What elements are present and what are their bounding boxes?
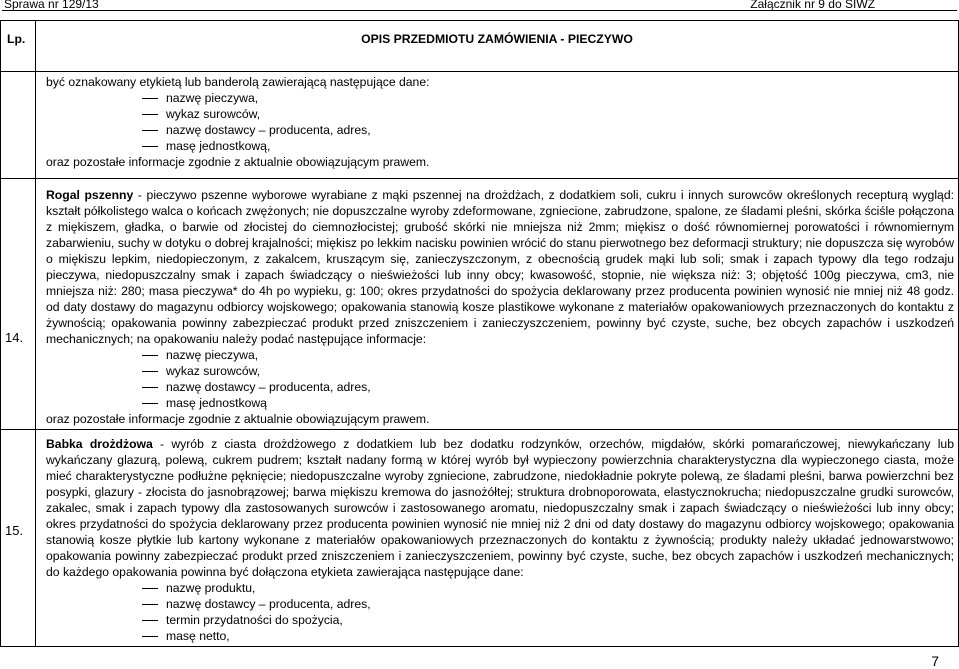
- list-item: nazwę dostawcy – producenta, adres,: [46, 596, 954, 612]
- list-item: nazwę produktu,: [46, 580, 954, 596]
- table-header-row: [1, 21, 959, 72]
- list-item: wykaz surowców,: [46, 363, 954, 379]
- list-item: termin przydatności do spożycia,: [46, 612, 954, 628]
- list-item: masę jednostkową: [46, 395, 954, 411]
- row-content-cell: [36, 430, 959, 647]
- table-title: OPIS PRZEDMIOTU ZAMÓWIENIA - PIECZYWO: [36, 21, 959, 72]
- product-name: Rogal pszenny: [46, 188, 134, 202]
- table-row: [1, 72, 959, 179]
- list-item: nazwę pieczywa,: [46, 347, 954, 363]
- lp-column-header: Lp.: [1, 21, 36, 72]
- product-text: - pieczywo pszenne wyborowe wyrabiane z mąki pszennej na drożdżach, z dodatkiem soli, cukru i innych surowców określonych recepturą wygląd: kształt półkolistego walca o końcach zwężonych; nie dopuszczalne wyroby zdeformowane, zgniecione, zabrudzone, spalone, ze śladami pleśni, skórka ściśle połączona z miękiszem, gładka, o barwie od złocistej do ciemnozłocistej; grubość skórki nie mniejsza niż 2mm; miękisz o dość równomiernej porowatości i równomiernym zabarwieniu, suchy w dotyku o dobrej krajalności; miękisz po lekkim nacisku powinien wrócić do stanu pierwotnego bez deformacji struktury; nie dopuszcza się wyrobów o miękiszu lepkim, niedopieczonym, z zakalcem, kruszącym się, zanieczyszczonym, z obecnością grudek mąki lub soli; smak i zapach typowy dla tego rodzaju pieczywa, niedopuszczalny smak i zapach świadczący o nieświeżości lub inny obcy; kwasowość, stopnie, nie większa niż: 3; objętość 100g pieczywa, cm3, nie mniejsza niż: 280; masa pieczywa* do 4h po wypieku, g: 100; okres przydatności do spożycia deklarowany przez producenta powinien wynosić nie mniej niż 48 godz. od daty dostawy do magazynu odbiorcy wojskowego; opakowania stanowią kosze plastikowe wykonane z materiałów opakowaniowych przeznaczonych do kontaktu z żywnością; opakowania powinny zabezpieczać produkt przed zniszczeniem i zanieczyszczeniem, powinny być czyste, suche, bez obcych zapachów i uszkodzeń mechanicznych; na opakowaniu należy podać następujące informacje:: [46, 188, 954, 346]
- labeling-intro: być oznakowany etykietą lub banderolą zawierającą następujące dane:: [46, 75, 430, 89]
- list-item: nazwę pieczywa,: [46, 90, 954, 106]
- row-content-cell: [36, 72, 959, 179]
- list-item: wykaz surowców,: [46, 106, 954, 122]
- labeling-outro: oraz pozostałe informacje zgodnie z aktualnie obowiązującym prawem.: [46, 412, 430, 426]
- table-row: [1, 430, 959, 647]
- row-number: 14.: [5, 330, 24, 345]
- row-number-cell: [1, 72, 36, 179]
- header-rule: [2, 10, 957, 11]
- labeling-outro: oraz pozostałe informacje zgodnie z aktualnie obowiązującym prawem.: [46, 155, 430, 169]
- row-number-cell: [1, 430, 36, 647]
- attachment-label: Załącznik nr 9 do SIWZ: [750, 0, 875, 11]
- list-item: nazwę dostawcy – producenta, adres,: [46, 122, 954, 138]
- list-item: masę netto,: [46, 628, 954, 644]
- row-number-cell: [1, 179, 36, 430]
- specification-table: [0, 20, 959, 647]
- row-content-cell: [36, 179, 959, 430]
- row-number: 15.: [5, 523, 24, 538]
- list-item: nazwę dostawcy – producenta, adres,: [46, 379, 954, 395]
- table-row: [1, 179, 959, 430]
- product-text: - wyrób z ciasta drożdżowego z dodatkiem lub bez dodatku rodzynków, orzechów, migdałów, skórki pomarańczowej, niewykańczany lub wykańczany glazurą, polewą, cukrem pudrem; kształt nadany formą w której wyrób był wypieczony powierzchnia charakterystyczna dla wypieczonego ciasta, może mieć charakterystyczne podłużne pęknięcie; niedopuszczalne wyroby zgniecione, zabrudzone, niedokładnie pokryte polewą, ze śladami pleśni, barwa powierzchni bez posypki, glazury - złocista do jasnobrązowej; barwa miękiszu kremowa do jasnożółtej; struktura drobnoporowata, elastycznokrucha; niedopuszczalne grudki surowców, zakalec, smak i zapach typowy dla zastosowanych surowców i zastosowanego aromatu, niedopuszczalny smak i zapach świadczący o nieświeżości lub inny obcy; okres przydatności do spożycia deklarowany przez producenta powinien wynosić nie mniej niż 2 dni od daty dostawy do magazynu odbiorcy wojskowego; opakowania stanowią kosze płytkie lub kartony wykonane z materiałów opakowaniowych przeznaczonych do kontaktu z żywnością; produkty należy układać jednowarstwowo; opakowania powinny zabezpieczać produkt przed zniszczeniem i zanieczyszczeniem, powinny być czyste, suche, bez obcych zapachów i uszkodzeń mechanicznych; do każdego opakowania powinna być dołączona etykieta zawierająca następujące dane:: [46, 437, 954, 579]
- page-header: [0, 0, 959, 10]
- page-number: 7: [931, 653, 939, 669]
- product-description: [46, 187, 954, 347]
- case-number: Sprawa nr 129/13: [4, 0, 99, 11]
- product-description: [46, 436, 954, 580]
- list-item: masę jednostkową,: [46, 138, 954, 154]
- product-name: Babka drożdżowa: [46, 437, 153, 451]
